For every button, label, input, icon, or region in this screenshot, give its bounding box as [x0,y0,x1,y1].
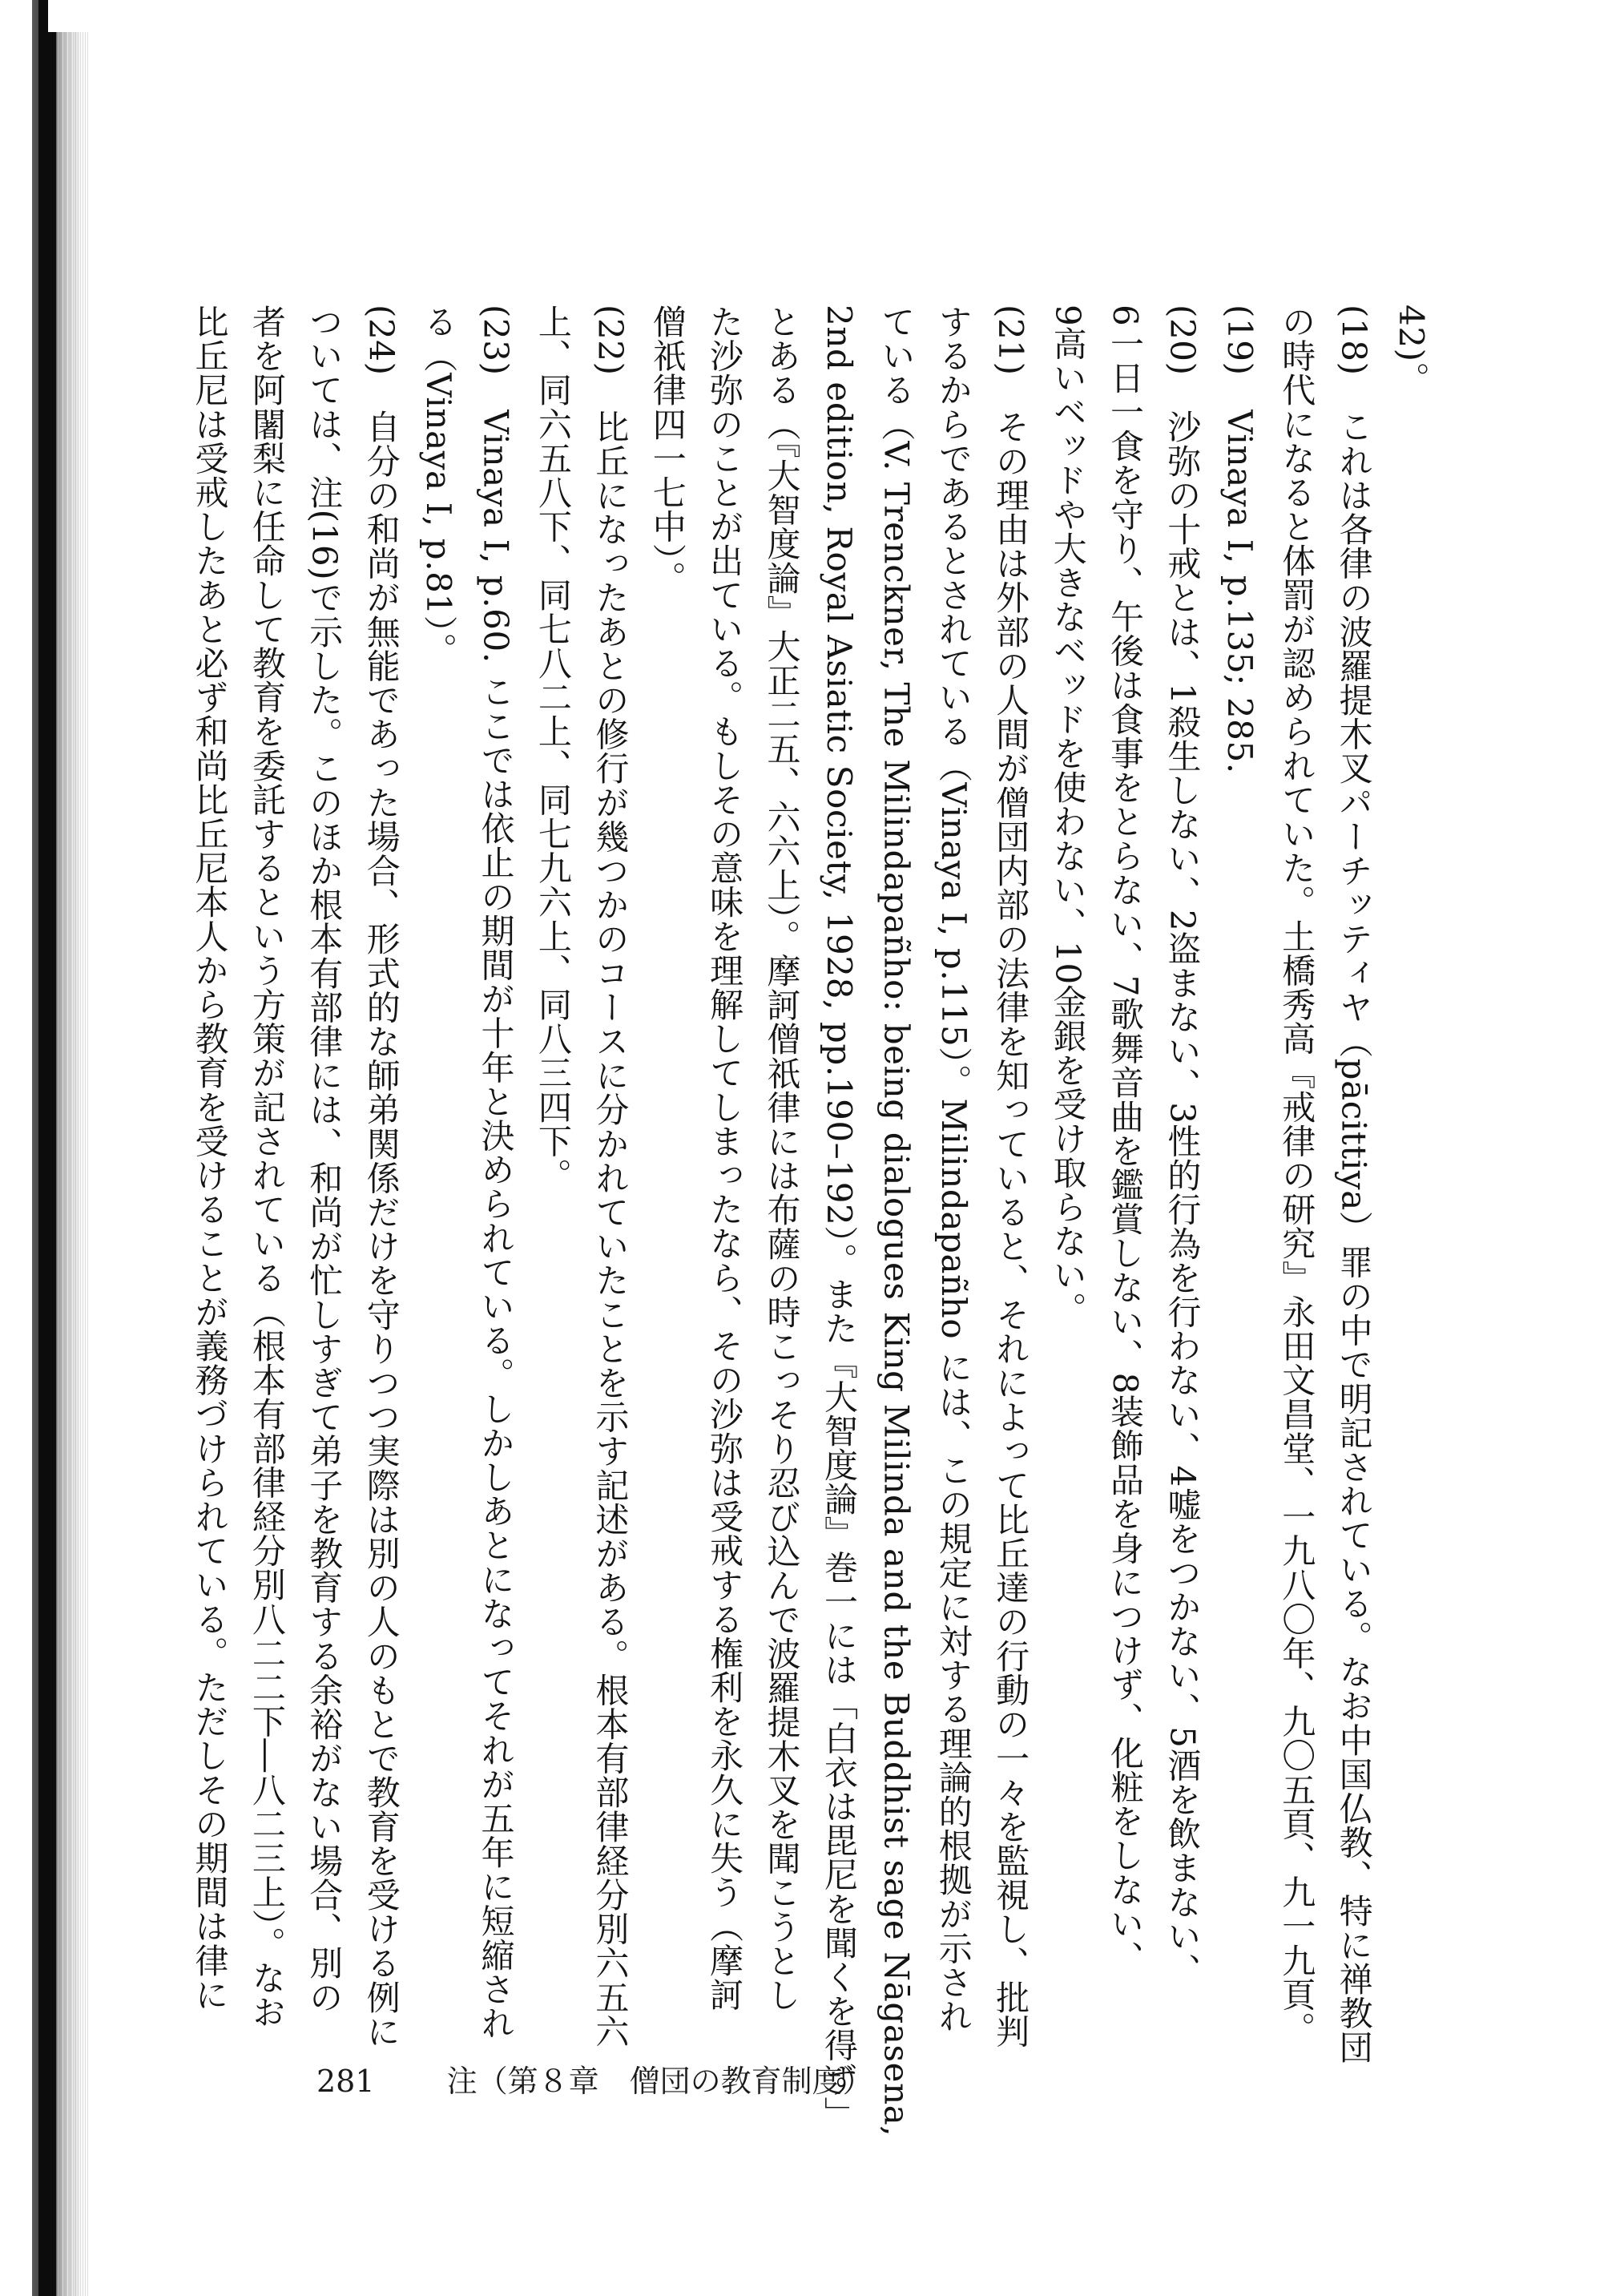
scan-binding-shadow [56,0,88,2296]
note-line: するからであるとされている（Vinaya I, p.115）。Milindapañho には、この規定に対する理論的根拠が示され [933,305,973,2034]
running-title: 注（第８章 僧団の教育制度） [446,2064,873,2099]
scan-binding-top [48,0,96,32]
note-line: 6一日一食を守り、午後は食事をとらない、7歌舞音曲を鑑賞しない、8装飾品を身につけず、化粧をしない、 [1105,305,1145,1975]
note-line: た沙弥のことが出ている。もしその意味を理解してしまったなら、その沙弥は受戒する権利を永久に失う（摩訶 [705,305,745,2012]
note-line: (24) 自分の和尚が無能であった場合、形式的な師弟関係だけを守りつつ実際は別の人のもとで教育を受ける例に [361,305,401,2049]
note-line: ついては、注(16)で示した。このほか根本有部律には、和尚が忙しすぎて弟子を教育する余裕がない場合、別の [304,305,345,2015]
note-line: (21) その理由は外部の人間が僧団内部の法律を知っていると、それによって比丘達の行動の一々を監視し、批判 [991,305,1031,2049]
note-line: ている（V. Trenckner, The Milindapañho: being dialogues King Milinda and the Buddhist sage Nāgasena, [876,305,917,2137]
note-line: 僧祇律四一七中）。 [647,305,687,595]
note-line: 42)。 [1392,305,1431,397]
note-line: 者を阿闍梨に任命して教育を委託するという方策が記されている（根本有部律経分別八二二下―八二三上）。なお [247,305,287,2029]
note-line: (23) Vinaya I, p.60. ここでは依止の期間が十年と決められている。しかしあとになってそれが五年に短縮され [476,305,516,2040]
note-line: (22) 比丘になったあとの修行が幾つかのコースに分かれていたことを示す記述がある。根本有部律経分別六五六 [590,305,631,2049]
note-line: 2nd edition, Royal Asiatic Society, 1928, pp.190–192）。また『大智度論』巻一には「白衣は毘尼を聞くを得ず」 [819,305,859,2131]
note-line: 9高いベッドや大きなベッドを使わない、10金銀を受け取らない。 [1048,305,1088,1326]
note-line: とある（『大智度論』大正二五、六六上）。摩訶僧祇律には布薩の時こっそり忍び込んで波羅提木叉を聞こうとし [762,305,802,2012]
note-line: 比丘尼は受戒したあと必ず和尚比丘尼本人から教育を受けることが義務づけられている。ただしその期間は律に [190,305,230,2012]
page-number: 281 [316,2064,375,2099]
note-line: 上、同六五八下、同七八二上、同七九六上、同八三四下。 [533,305,573,1192]
note-line: る（Vinaya I, p.81）。 [419,305,459,668]
note-line: (20) 沙弥の十戒とは、1殺生しない、2盗まない、3性的行為を行わない、4嘘をつかない、5酒を飲まない、 [1163,305,1203,1987]
note-line: (18) これは各律の波羅提木叉パーチッティヤ（pācittiya）罪の中で明記されている。なお中国仏教、特に禅教団 [1334,305,1374,2064]
scan-binding-edge [0,0,104,2296]
page-footer [316,2062,873,2100]
note-line: (19) Vinaya I, p.135; 285. [1219,305,1259,774]
note-line: の時代になると体罰が認められていた。土橋秀高『戒律の研究』永田文昌堂、一九八〇年、九〇五頁、九一九頁。 [1277,305,1317,2046]
